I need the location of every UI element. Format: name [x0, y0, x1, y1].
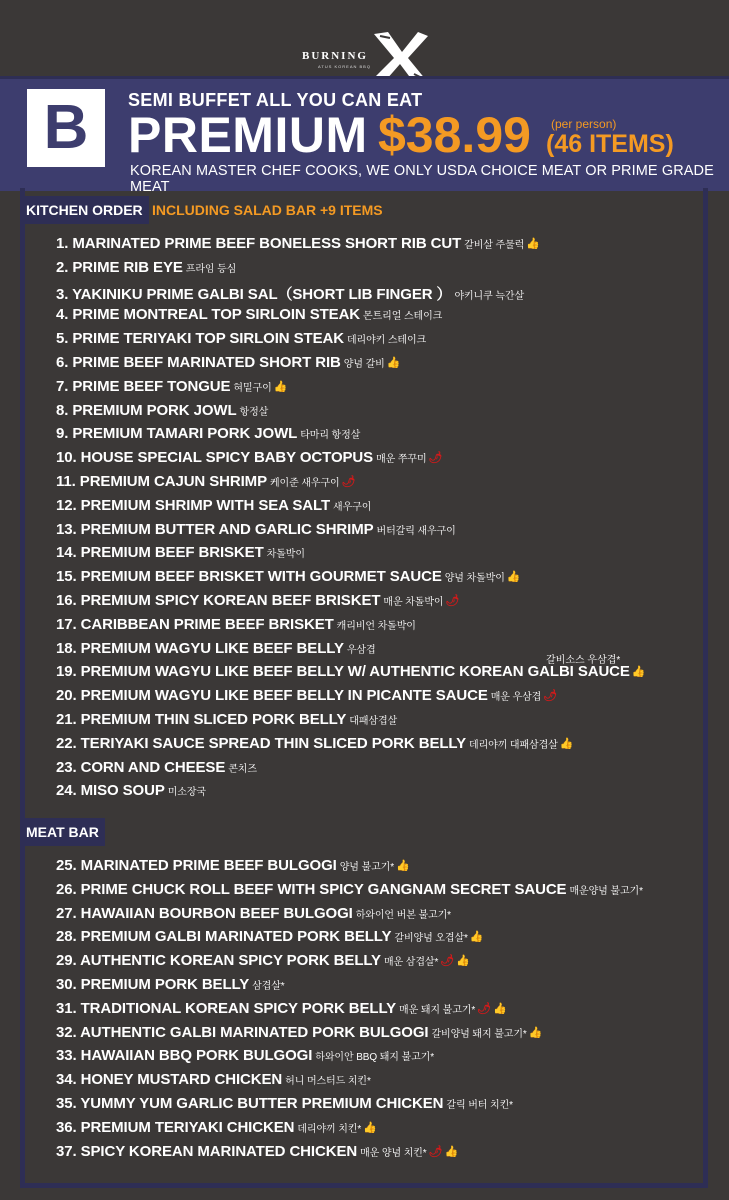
- banner-note: KOREAN MASTER CHEF COOKS, WE ONLY USDA CHOICE MEAT OR PRIME GRADE MEAT: [130, 163, 714, 195]
- menu-item-name: 24. MISO SOUP: [56, 782, 165, 800]
- item19-korean: 갈비소스 우삼겹*: [546, 655, 621, 666]
- chili-pepper-icon: 🌶: [341, 476, 356, 488]
- menu-item-name: 6. PRIME BEEF MARINATED SHORT RIB: [56, 354, 341, 371]
- menu-item-name: 32. AUTHENTIC GALBI MARINATED PORK BULGOGI: [56, 1023, 429, 1041]
- menu-item-korean: 하와이언 버본 불고기*: [355, 909, 451, 921]
- thumbs-up-icon: 👍: [363, 1121, 377, 1134]
- menu-item: [56, 283, 524, 304]
- menu-item-korean: 차돌박이: [266, 549, 305, 561]
- menu-item-name: 26. PRIME CHUCK ROLL BEEF WITH SPICY GANGNAM SECRET SAUCE: [56, 880, 567, 898]
- menu-item: [56, 306, 442, 323]
- menu-item-name: 10. HOUSE SPECIAL SPICY BABY OCTOPUS: [56, 449, 374, 467]
- menu-item-korean: 갈릭 버터 치킨*: [446, 1100, 513, 1111]
- menu-item-name: 29. AUTHENTIC KOREAN SPICY PORK BELLY: [56, 952, 381, 970]
- logo-subtitle: ATUS KOREAN BBQ: [318, 64, 371, 69]
- thumbs-up-icon: 👍: [469, 931, 484, 944]
- menu-item-name: 8. PREMIUM PORK JOWL: [56, 401, 237, 419]
- banner-title: PREMIUM: [128, 107, 368, 163]
- menu-item: [56, 521, 456, 538]
- item-count: (46 ITEMS): [546, 130, 674, 158]
- menu-item: [56, 497, 371, 514]
- menu-item-name: 28. PREMIUM GALBI MARINATED PORK BELLY: [56, 928, 392, 946]
- menu-item: [56, 1119, 377, 1136]
- menu-item: [56, 881, 643, 898]
- menu-item-korean: 양념 차돌박이: [444, 573, 505, 585]
- thumbs-up-icon: 👍: [506, 571, 521, 584]
- thumbs-up-icon: 👍: [386, 357, 401, 369]
- menu-item-name: 18. PREMIUM WAGYU LIKE BEEF BELLY: [56, 639, 344, 657]
- menu-item-name: 7. PRIME BEEF TONGUE: [56, 377, 231, 395]
- chili-pepper-icon: 🌶: [543, 690, 558, 703]
- menu-item-name: 19. PREMIUM WAGYU LIKE BEEF BELLY W/ AUTHENTIC KOREAN GALBI SAUCE: [56, 663, 630, 681]
- menu-item-korean: 삼겹살*: [252, 981, 285, 992]
- menu-item: [56, 259, 236, 276]
- menu-item-name: 15. PREMIUM BEEF BRISKET WITH GOURMET SAUCE: [56, 568, 442, 586]
- menu-item: [56, 735, 573, 752]
- menu-item-korean: 데리야키 스테이크: [346, 335, 427, 347]
- menu-item: [56, 952, 470, 969]
- menu-item: [56, 1000, 507, 1017]
- thumbs-up-icon: 👍: [631, 666, 646, 679]
- menu-item-korean: 미소장국: [167, 787, 206, 799]
- thumbs-up-icon: 👍: [493, 1002, 507, 1015]
- chili-pepper-icon: 🌶: [440, 955, 455, 968]
- menu-item-name: 5. PRIME TERIYAKI TOP SIRLOIN STEAK: [56, 330, 344, 348]
- menu-item: [56, 616, 416, 633]
- menu-item: [56, 711, 397, 728]
- menu-item: [56, 928, 483, 945]
- thumbs-up-icon: 👍: [528, 1026, 543, 1039]
- menu-item-name: 4. PRIME MONTREAL TOP SIRLOIN STEAK: [56, 306, 361, 324]
- menu-item-name: 23. CORN AND CHEESE: [56, 758, 226, 776]
- menu-item: [56, 235, 540, 252]
- menu-item: [56, 663, 645, 680]
- menu-item-name: 1. MARINATED PRIME BEEF BONELESS SHORT RIB CUT: [56, 235, 462, 252]
- menu-item-korean: 매운 돼지 불고기*: [399, 1004, 476, 1016]
- thumbs-up-icon: 👍: [273, 380, 288, 393]
- menu-item: [56, 857, 410, 874]
- menu-item-korean: 데리야끼 대패삼겹살: [469, 739, 558, 751]
- menu-item-korean: 양념 불고기*: [339, 862, 394, 873]
- kitchen-order-label: KITCHEN ORDER: [20, 196, 149, 224]
- menu-item-name: 37. SPICY KOREAN MARINATED CHICKEN: [56, 1142, 358, 1160]
- menu-item-name: 35. YUMMY YUM GARLIC BUTTER PREMIUM CHICKEN: [56, 1095, 444, 1112]
- menu-item-name: 3. YAKINIKU PRIME GALBI SAL（SHORT LIB FINGER ）: [56, 285, 452, 303]
- menu-item: [56, 640, 376, 657]
- menu-item: [56, 759, 257, 776]
- menu-item-korean: 몬트리얼 스테이크: [363, 311, 443, 323]
- menu-item: [56, 1095, 513, 1112]
- logo-name: BURNING: [302, 50, 368, 62]
- menu-item-korean: 매운양념 불고기*: [569, 885, 643, 897]
- menu-item-korean: 매운 삼겹살*: [383, 957, 439, 969]
- menu-item-name: 34. HONEY MUSTARD CHICKEN: [56, 1071, 283, 1089]
- menu-item-name: 9. PREMIUM TAMARI PORK JOWL: [56, 425, 298, 443]
- menu-item: [56, 568, 520, 585]
- menu-item: [56, 473, 355, 490]
- menu-item-name: 20. PREMIUM WAGYU LIKE BEEF BELLY IN PICANTE SAUCE: [56, 687, 488, 705]
- menu-item: [56, 905, 451, 922]
- chili-pepper-icon: 🌶: [428, 1145, 443, 1158]
- menu-item-korean: 항정살: [239, 406, 269, 418]
- menu-item: [56, 1143, 458, 1160]
- menu-item-name: 2. PRIME RIB EYE: [56, 258, 183, 276]
- menu-item-korean: 캐리비언 차돌박이: [336, 620, 416, 632]
- menu-item-korean: 갈비양념 돼지 불고기*: [431, 1028, 527, 1040]
- per-person-note: (per person): [551, 117, 617, 131]
- tier-badge: [27, 89, 105, 167]
- menu-item-korean: 야키니쿠 늑간살: [454, 290, 525, 302]
- price: $38.99: [378, 107, 531, 163]
- thumbs-up-icon: 👍: [444, 1145, 459, 1158]
- menu-item: [56, 687, 557, 704]
- menu-item-korean: 프라임 등심: [185, 263, 237, 275]
- menu-item-korean: 데리야끼 치킨*: [297, 1123, 362, 1135]
- menu-item: [56, 402, 268, 419]
- menu-item: [56, 378, 287, 395]
- menu-item-korean: 매운 쭈꾸미: [376, 454, 427, 466]
- thumbs-up-icon: 👍: [559, 737, 574, 750]
- menu-item-korean: 허니 머스터드 치킨*: [285, 1076, 371, 1088]
- thumbs-up-icon: 👍: [456, 955, 470, 968]
- menu-item: [56, 354, 400, 371]
- chili-pepper-icon: 🌶: [428, 452, 443, 465]
- menu-item-name: 21. PREMIUM THIN SLICED PORK BELLY: [56, 711, 347, 728]
- menu-item: [56, 592, 459, 609]
- menu-item: [56, 449, 442, 466]
- logo: [0, 14, 729, 74]
- menu-item-korean: 콘치즈: [228, 763, 257, 775]
- menu-item-korean: 우삼겹: [346, 644, 376, 656]
- menu-item-korean: 매운 차돌박이: [383, 597, 444, 608]
- meat-bar-label: MEAT BAR: [20, 818, 105, 846]
- menu-item: [56, 544, 305, 561]
- thumbs-up-icon: 👍: [526, 238, 540, 250]
- menu-item-korean: 혀밑구이: [233, 382, 272, 394]
- menu-item: [56, 1071, 371, 1088]
- menu-item: [56, 425, 360, 442]
- logo-x-icon: [370, 30, 430, 82]
- chili-pepper-icon: 🌶: [445, 595, 460, 607]
- menu-item: [56, 330, 426, 347]
- chili-pepper-icon: 🌶: [477, 1002, 491, 1015]
- menu-item-korean: 갈비양념 오겹살*: [394, 933, 468, 945]
- thumbs-up-icon: 👍: [396, 860, 410, 872]
- menu-item-name: 25. MARINATED PRIME BEEF BULGOGI: [56, 857, 337, 874]
- menu-item-name: 14. PREMIUM BEEF BRISKET: [56, 544, 264, 562]
- menu-item-korean: 매운 우삼겹: [490, 692, 542, 704]
- menu-item-name: 33. HAWAIIAN BBQ PORK BULGOGI: [56, 1047, 313, 1065]
- menu-item-name: 16. PREMIUM SPICY KOREAN BEEF BRISKET: [56, 592, 381, 609]
- menu-item-name: 12. PREMIUM SHRIMP WITH SEA SALT: [56, 496, 331, 514]
- menu-item-name: 31. TRADITIONAL KOREAN SPICY PORK BELLY: [56, 999, 397, 1017]
- menu-item-name: 11. PREMIUM CAJUN SHRIMP: [56, 473, 267, 490]
- menu-item-korean: 새우구이: [333, 501, 372, 513]
- menu-item-name: 36. PREMIUM TERIYAKI CHICKEN: [56, 1118, 295, 1136]
- menu-item: [56, 1047, 434, 1064]
- menu-item-korean: 갈비살 주물럭: [464, 240, 525, 251]
- menu-item: [56, 782, 206, 799]
- menu-item: [56, 1024, 542, 1041]
- menu-item-korean: 버터갈릭 새우구이: [376, 525, 456, 537]
- menu-item-korean: 케이준 새우구이: [269, 478, 340, 489]
- menu-item-korean: 하와이안 BBQ 돼지 불고기*: [315, 1052, 434, 1064]
- menu-item: [56, 976, 285, 993]
- menu-item-name: 13. PREMIUM BUTTER AND GARLIC SHRIMP: [56, 520, 374, 538]
- menu-item-name: 27. HAWAIIAN BOURBON BEEF BULGOGI: [56, 904, 353, 922]
- kitchen-order-subtitle: INCLUDING SALAD BAR +9 ITEMS: [152, 202, 383, 218]
- menu-item-korean: 타마리 항정살: [300, 430, 361, 442]
- menu-item-name: 30. PREMIUM PORK BELLY: [56, 976, 250, 993]
- menu-item-korean: 매운 양념 치킨*: [360, 1147, 427, 1159]
- menu-item-name: 22. TERIYAKI SAUCE SPREAD THIN SLICED PORK BELLY: [56, 734, 467, 752]
- menu-item-korean: 양념 갈비: [343, 359, 385, 370]
- banner-subtitle: SEMI BUFFET ALL YOU CAN EAT: [128, 90, 423, 110]
- menu-item-name: 17. CARIBBEAN PRIME BEEF BRISKET: [56, 615, 334, 633]
- menu-item-korean: 대패삼겹살: [349, 716, 398, 727]
- tier-letter: B: [43, 93, 89, 162]
